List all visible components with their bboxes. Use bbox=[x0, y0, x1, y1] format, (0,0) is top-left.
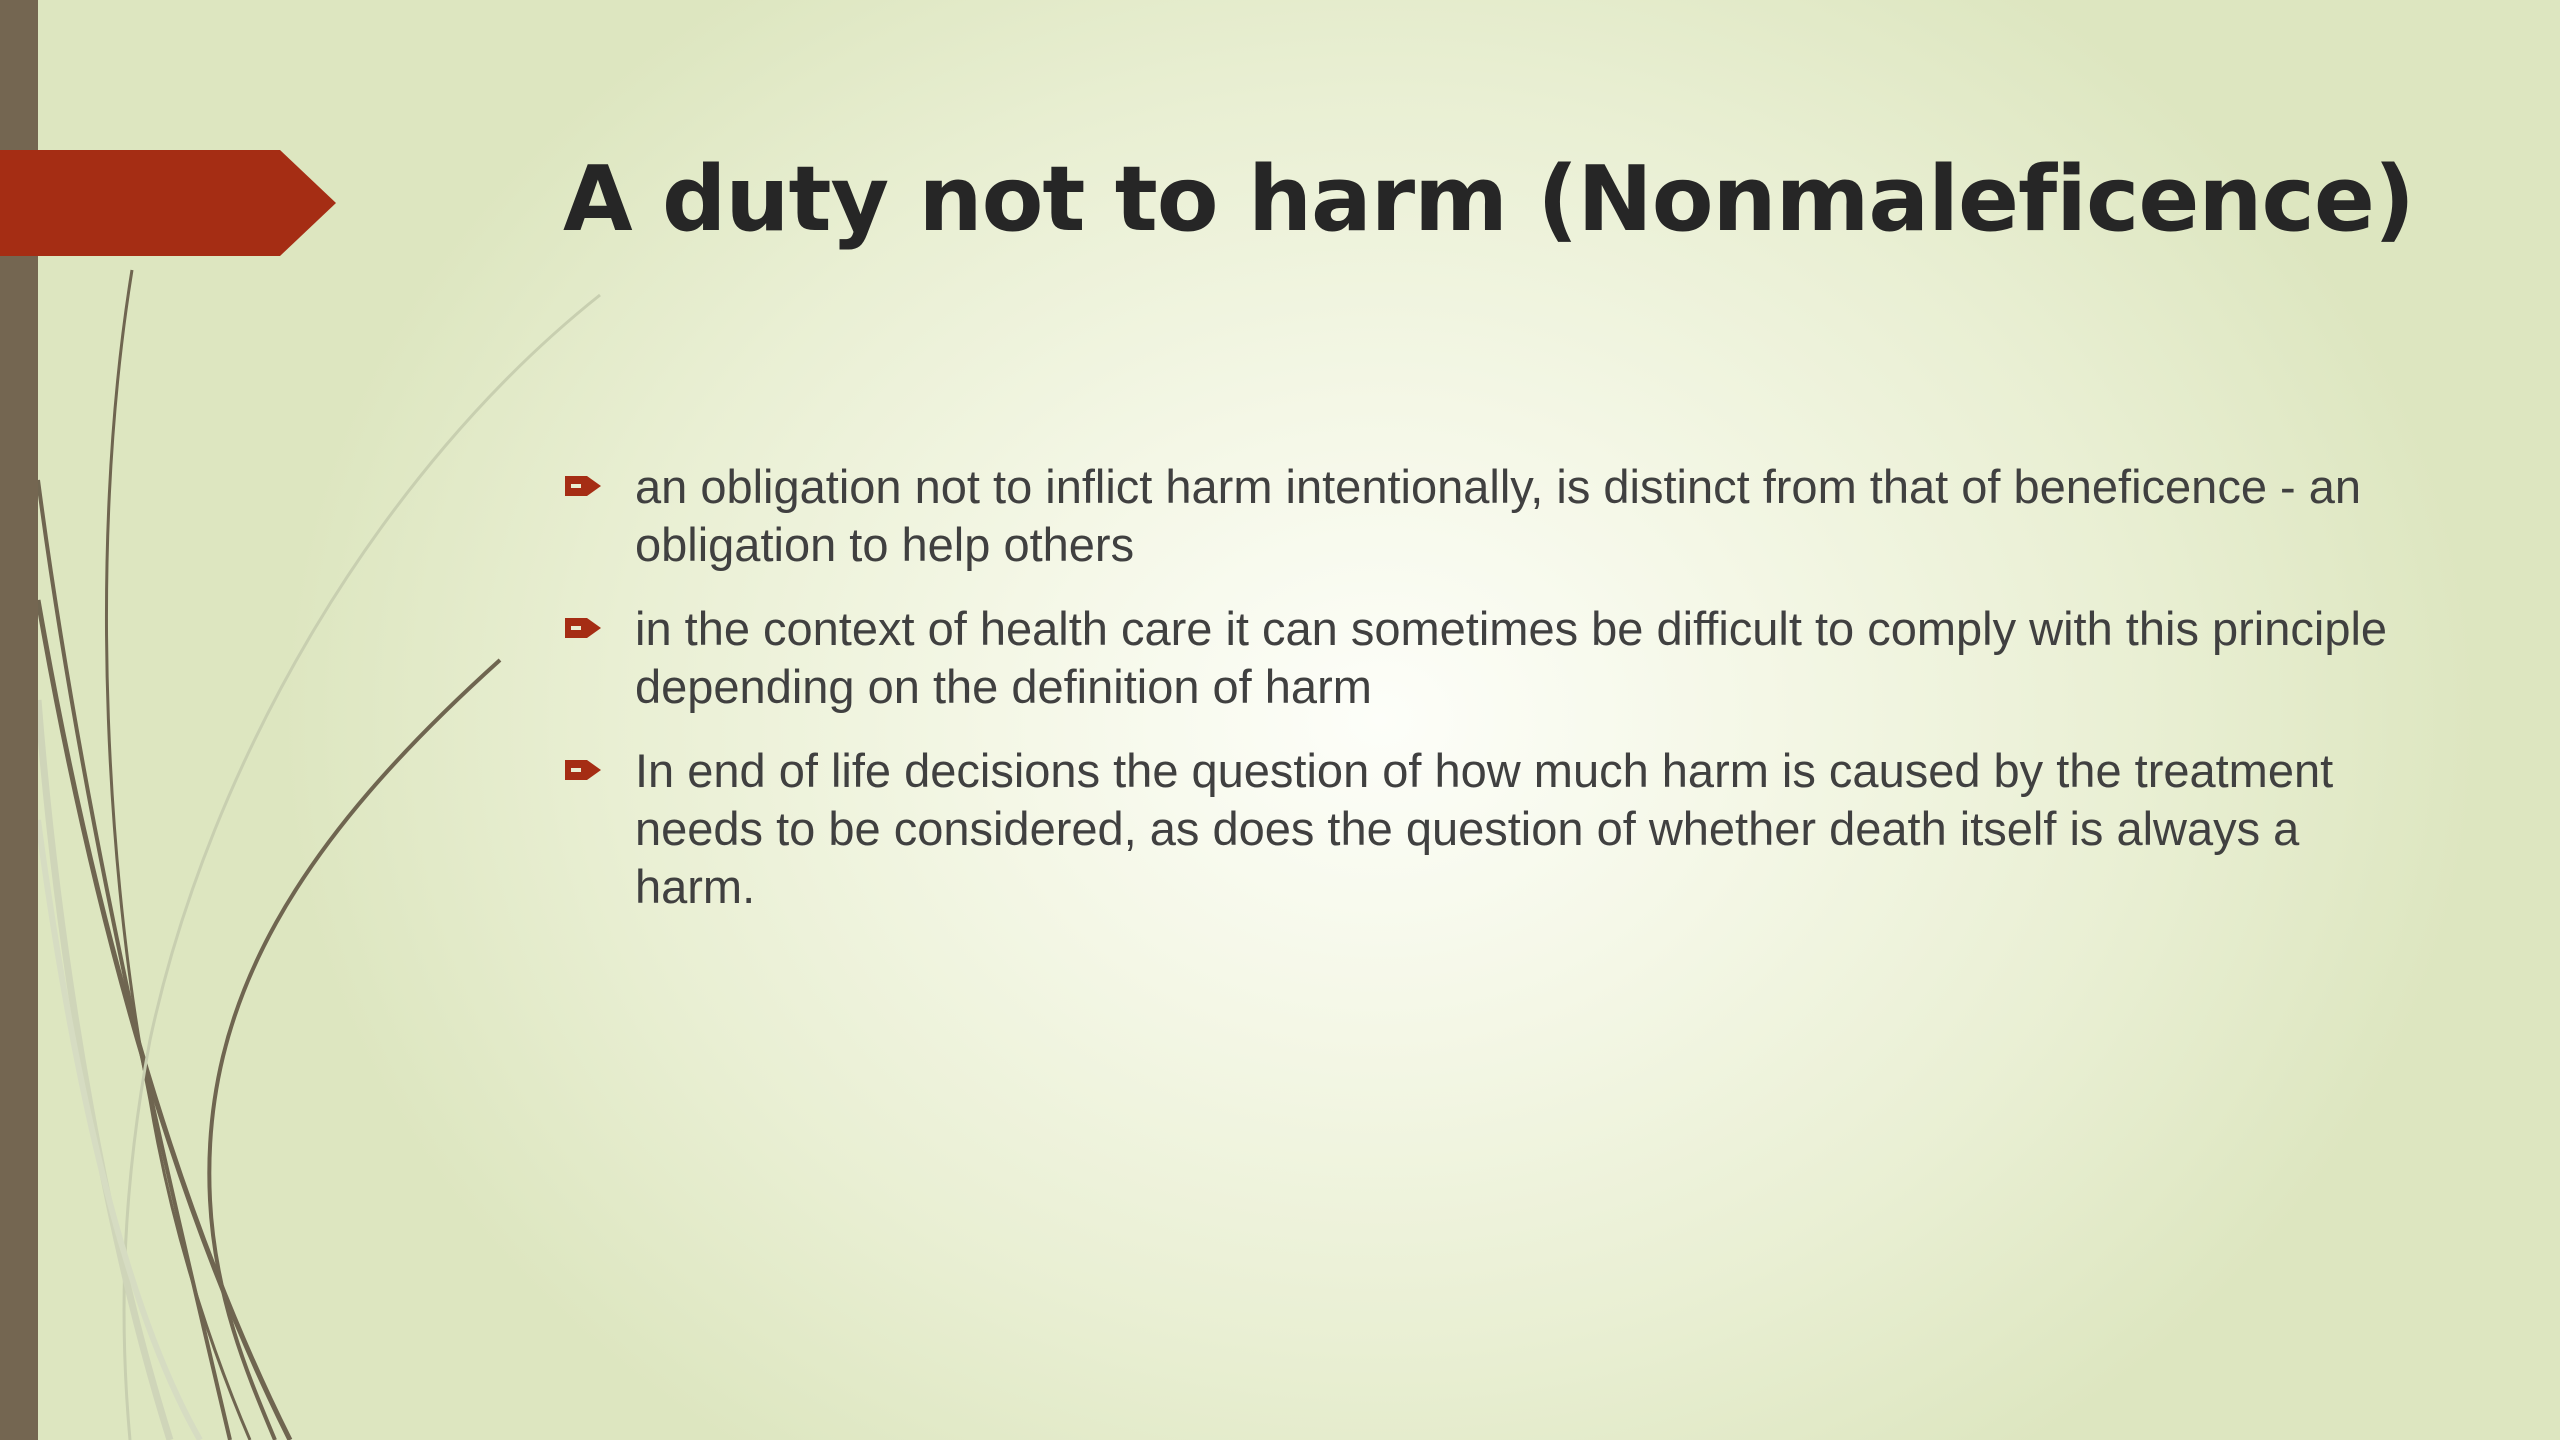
arrow-bullet-icon bbox=[565, 616, 603, 640]
bullet-text: In end of life decisions the question of how much harm is caused by the treatment needs to be considered, as does the question of whether death itself is always a harm. bbox=[635, 744, 2334, 913]
title-arrow-tab bbox=[0, 150, 336, 256]
arrow-bullet-icon bbox=[565, 758, 603, 782]
bullet-item bbox=[563, 600, 2403, 716]
bullet-list bbox=[563, 458, 2403, 942]
bullet-item bbox=[563, 742, 2403, 916]
bullet-text: in the context of health care it can sometimes be difficult to comply with this principle depending on the definition of harm bbox=[635, 602, 2388, 713]
arrow-bullet-icon bbox=[565, 474, 603, 498]
bullet-item bbox=[563, 458, 2403, 574]
slide-title: A duty not to harm (Nonmaleficence) bbox=[563, 147, 2415, 252]
bullet-text: an obligation not to inflict harm intentionally, is distinct from that of beneficence - an obligation to help others bbox=[635, 460, 2362, 571]
